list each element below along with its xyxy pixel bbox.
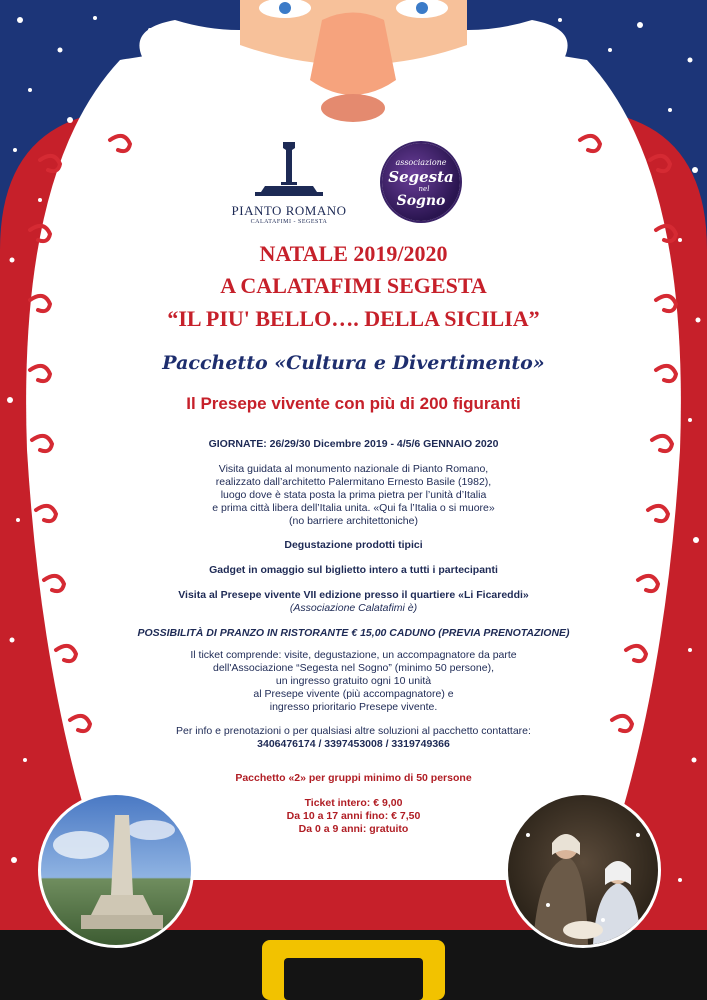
pianto-romano-name: PIANTO ROMANO — [231, 203, 347, 218]
presepe-organizer-line: (Associazione Calatafimi è) — [289, 602, 418, 614]
title-line-1: NATALE 2019/2020 — [259, 241, 448, 266]
degustazione-line: Degustazione prodotti tipici — [284, 539, 423, 551]
ticket-line: al Presepe vivente (più accompagnatore) e — [253, 688, 454, 700]
nativity-photo-drawing — [508, 795, 658, 945]
visita-guidata-paragraph — [80, 463, 627, 528]
pranzo-line: POSSIBILITÀ DI PRANZO IN RISTORANTE € 15,00 CADUNO (PREVIA PRENOTAZIONE) — [137, 627, 570, 639]
presepe-visit-line: Visita al Presepe vivente VII edizione presso il quartiere «Li Ficareddi» — [178, 589, 529, 601]
price-line: Ticket intero: € 9,00 — [304, 797, 403, 809]
info-line: Per info e prenotazioni o per qualsiasi altre soluzioni al pacchetto contattare: — [176, 725, 531, 737]
visita-line: Visita guidata al monumento nazionale di Pianto Romano, — [218, 463, 489, 475]
logo-line-associazione: associazione — [395, 158, 447, 167]
monument-photo — [38, 792, 194, 948]
ticket-line: Il ticket comprende: visite, degustazione, un accompagnatore da parte — [190, 649, 517, 661]
visita-line: luogo dove è stata posta la prima pietra per l’unità d’Italia — [220, 489, 487, 501]
ticket-includes-paragraph — [80, 649, 627, 714]
logo-line-nel: nel — [418, 185, 430, 193]
pacchetto-2-line: Pacchetto «2» per gruppi minimo di 50 persone — [235, 772, 472, 784]
monument-photo-drawing — [41, 795, 191, 945]
price-line: Da 0 a 9 anni: gratuito — [298, 823, 409, 835]
ticket-line: un ingresso gratuito ogni 10 unità — [275, 675, 432, 687]
presepe-headline: Il Presepe vivente con più di 200 figuranti — [186, 394, 521, 413]
segesta-nel-sogno-logo — [382, 143, 460, 221]
logo-line-segesta: Segesta — [388, 168, 454, 186]
visita-line: realizzato dall’architetto Palermitano Ernesto Basile (1982), — [215, 476, 492, 488]
phone-numbers: 3406476174 / 3397453008 / 3319749366 — [257, 738, 450, 750]
visita-line: e prima città libera dell’Italia unita. «Qui fa l’Italia o si muore» — [212, 502, 495, 514]
pianto-romano-logo — [225, 142, 353, 226]
pianto-romano-subtitle: CALATAFIMI - SEGESTA — [250, 219, 328, 225]
package-subtitle: Pacchetto «Cultura e Divertimento» — [162, 352, 545, 374]
gadget-line: Gadget in omaggio sul biglietto intero a tutti i partecipanti — [209, 564, 498, 576]
title-line-2: A CALATAFIMI SEGESTA — [220, 273, 487, 298]
price-line: Da 10 a 17 anni fino: € 7,50 — [286, 810, 421, 822]
logo-line-sogno: Sogno — [396, 193, 446, 209]
visita-line: (no barriere architettoniche) — [289, 515, 418, 527]
ticket-line: ingresso prioritario Presepe vivente. — [269, 701, 438, 713]
ticket-line: dell'Associazione “Segesta nel Sogno” (minimo 50 persone), — [213, 662, 494, 674]
title-line-3: “IL PIU' BELLO…. DELLA SICILIA” — [167, 306, 540, 331]
monument-icon — [225, 142, 353, 198]
prices-block — [150, 797, 557, 836]
nativity-photo — [505, 792, 661, 948]
giornate-dates: GIORNATE: 26/29/30 Dicembre 2019 - 4/5/6 GENNAIO 2020 — [208, 438, 499, 450]
